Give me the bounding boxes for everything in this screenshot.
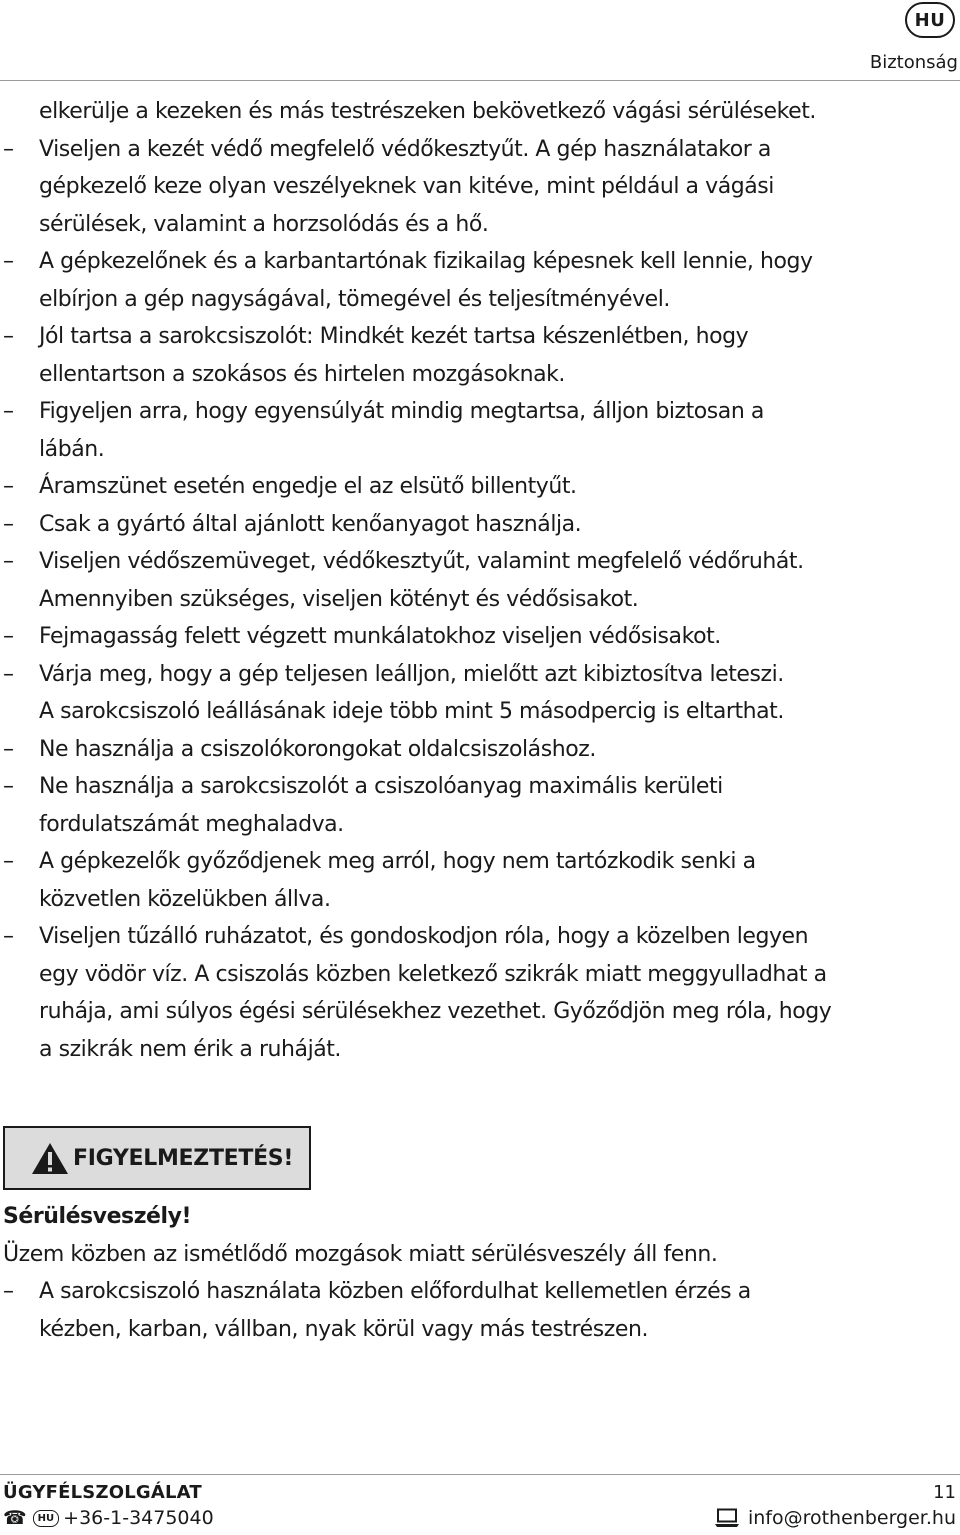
list-item xyxy=(0,656,958,731)
dash-bullet: – xyxy=(3,136,14,162)
list-item xyxy=(0,1273,958,1348)
footer-phone xyxy=(3,1507,214,1529)
list-item-line: Fejmagasság felett végzett munkálatokhoz viseljen védősisakot. xyxy=(39,624,721,649)
list-item xyxy=(0,543,958,618)
dash-bullet: – xyxy=(3,549,14,574)
list-item xyxy=(0,618,958,656)
list-item xyxy=(0,131,958,244)
list-item xyxy=(0,731,958,769)
safety-instructions xyxy=(0,93,958,1068)
list-item-line: gépkezelő keze olyan veszélyeknek van kitéve, mint például a vágási xyxy=(39,174,774,199)
footer-email xyxy=(714,1507,956,1529)
header-divider xyxy=(0,80,960,81)
dash-bullet: – xyxy=(3,624,14,649)
list-item-line: Csak a gyártó által ajánlott kenőanyagot használja. xyxy=(39,511,582,537)
dash-bullet: – xyxy=(3,474,14,499)
danger-bullet-list xyxy=(0,1273,958,1348)
list-item-line: Viseljen védőszemüveget, védőkesztyűt, valamint megfelelő védőruhát. xyxy=(39,549,804,574)
danger-section xyxy=(0,1198,958,1348)
list-item-line: A sarokcsiszoló leállásának ideje több mint 5 másodpercig is eltarthat. xyxy=(39,699,784,724)
list-item-line: Áramszünet esetén engedje el az elsütő billentyűt. xyxy=(39,474,577,499)
list-item-line: egy vödör víz. A csiszolás közben keletkező szikrák miatt meggyulladhat a xyxy=(39,961,827,987)
page-number: 11 xyxy=(933,1482,956,1503)
list-item-line: közvetlen közelükben állva. xyxy=(39,886,331,912)
list-item-line: Viseljen a kezét védő megfelelő védőkesztyűt. A gép használatakor a xyxy=(39,136,771,162)
list-item-line: Ne használja a sarokcsiszolót a csiszolóanyag maximális kerületi xyxy=(39,774,723,799)
list-item xyxy=(0,918,958,1068)
lead-line: elkerülje a kezeken és más testrészeken bekövetkező vágási sérüléseket. xyxy=(39,99,816,124)
dash-bullet: – xyxy=(3,511,14,537)
list-item-line: kézben, karban, vállban, nyak körül vagy más testrészen. xyxy=(39,1316,648,1342)
warning-box xyxy=(3,1126,311,1190)
section-title: Biztonság xyxy=(869,52,958,73)
danger-description: Üzem közben az ismétlődő mozgások miatt sérülésveszély áll fenn. xyxy=(3,1241,718,1267)
list-item-line: ellentartson a szokásos és hirtelen mozgásoknak. xyxy=(39,361,565,387)
list-item-line: sérülések, valamint a horzsolódás és a hő. xyxy=(39,211,489,237)
list-item-line: lábán. xyxy=(39,436,105,462)
dash-bullet: – xyxy=(3,736,14,762)
list-item xyxy=(0,468,958,506)
dash-bullet: – xyxy=(3,399,14,424)
list-item-line: a szikrák nem érik a ruháját. xyxy=(39,1036,341,1062)
list-item xyxy=(0,243,958,318)
list-item xyxy=(0,843,958,918)
warning-triangle-icon xyxy=(31,1142,69,1175)
list-item-line: elbírjon a gép nagyságával, tömegével és teljesítményével. xyxy=(39,286,670,312)
list-item xyxy=(0,318,958,393)
footer-divider xyxy=(0,1474,960,1475)
dash-bullet: – xyxy=(3,249,14,274)
customer-service-title: ÜGYFÉLSZOLGÁLAT xyxy=(3,1482,202,1503)
list-item xyxy=(0,768,958,843)
laptop-icon xyxy=(714,1508,740,1528)
phone-icon: ☎ xyxy=(3,1507,27,1529)
list-item-line: A gépkezelők győződjenek meg arról, hogy nem tartózkodik senki a xyxy=(39,849,756,874)
phone-number: +36-1-3475040 xyxy=(63,1507,214,1529)
dash-bullet: – xyxy=(3,324,14,349)
list-item-line: Amennyiben szükséges, viseljen kötényt és védősisakot. xyxy=(39,586,639,612)
list-item-line: Figyeljen arra, hogy egyensúlyát mindig megtartsa, álljon biztosan a xyxy=(39,399,764,424)
dash-bullet: – xyxy=(3,924,14,949)
warning-label: FIGYELMEZTETÉS! xyxy=(73,1145,294,1171)
dash-bullet: – xyxy=(3,849,14,874)
language-badge: HU xyxy=(905,2,955,38)
list-item xyxy=(0,393,958,468)
bullet-list xyxy=(0,131,958,1069)
danger-title: Sérülésveszély! xyxy=(3,1204,192,1229)
list-item-line: Várja meg, hogy a gép teljesen leálljon, mielőtt azt kibiztosítva leteszi. xyxy=(39,661,784,687)
list-item-line: A sarokcsiszoló használata közben előfordulhat kellemetlen érzés a xyxy=(39,1279,751,1304)
list-item xyxy=(0,506,958,544)
email-address: info@rothenberger.hu xyxy=(747,1507,956,1529)
list-item-line: ruhája, ami súlyos égési sérülésekhez vezethet. Győződjön meg róla, hogy xyxy=(39,999,832,1024)
list-item-line: A gépkezelőnek és a karbantartónak fizikailag képesnek kell lennie, hogy xyxy=(39,249,813,274)
list-item-line: Jól tartsa a sarokcsiszolót: Mindkét kezét tartsa készenlétben, hogy xyxy=(39,324,749,349)
dash-bullet: – xyxy=(3,774,14,799)
list-item-line: Viseljen tűzálló ruházatot, és gondoskodjon róla, hogy a közelben legyen xyxy=(39,924,809,949)
phone-country-badge: HU xyxy=(33,1510,60,1527)
list-item-line: Ne használja a csiszolókorongokat oldalcsiszoláshoz. xyxy=(39,736,596,762)
dash-bullet: – xyxy=(3,661,14,687)
list-item-line: fordulatszámát meghaladva. xyxy=(39,811,344,837)
dash-bullet: – xyxy=(3,1279,14,1304)
